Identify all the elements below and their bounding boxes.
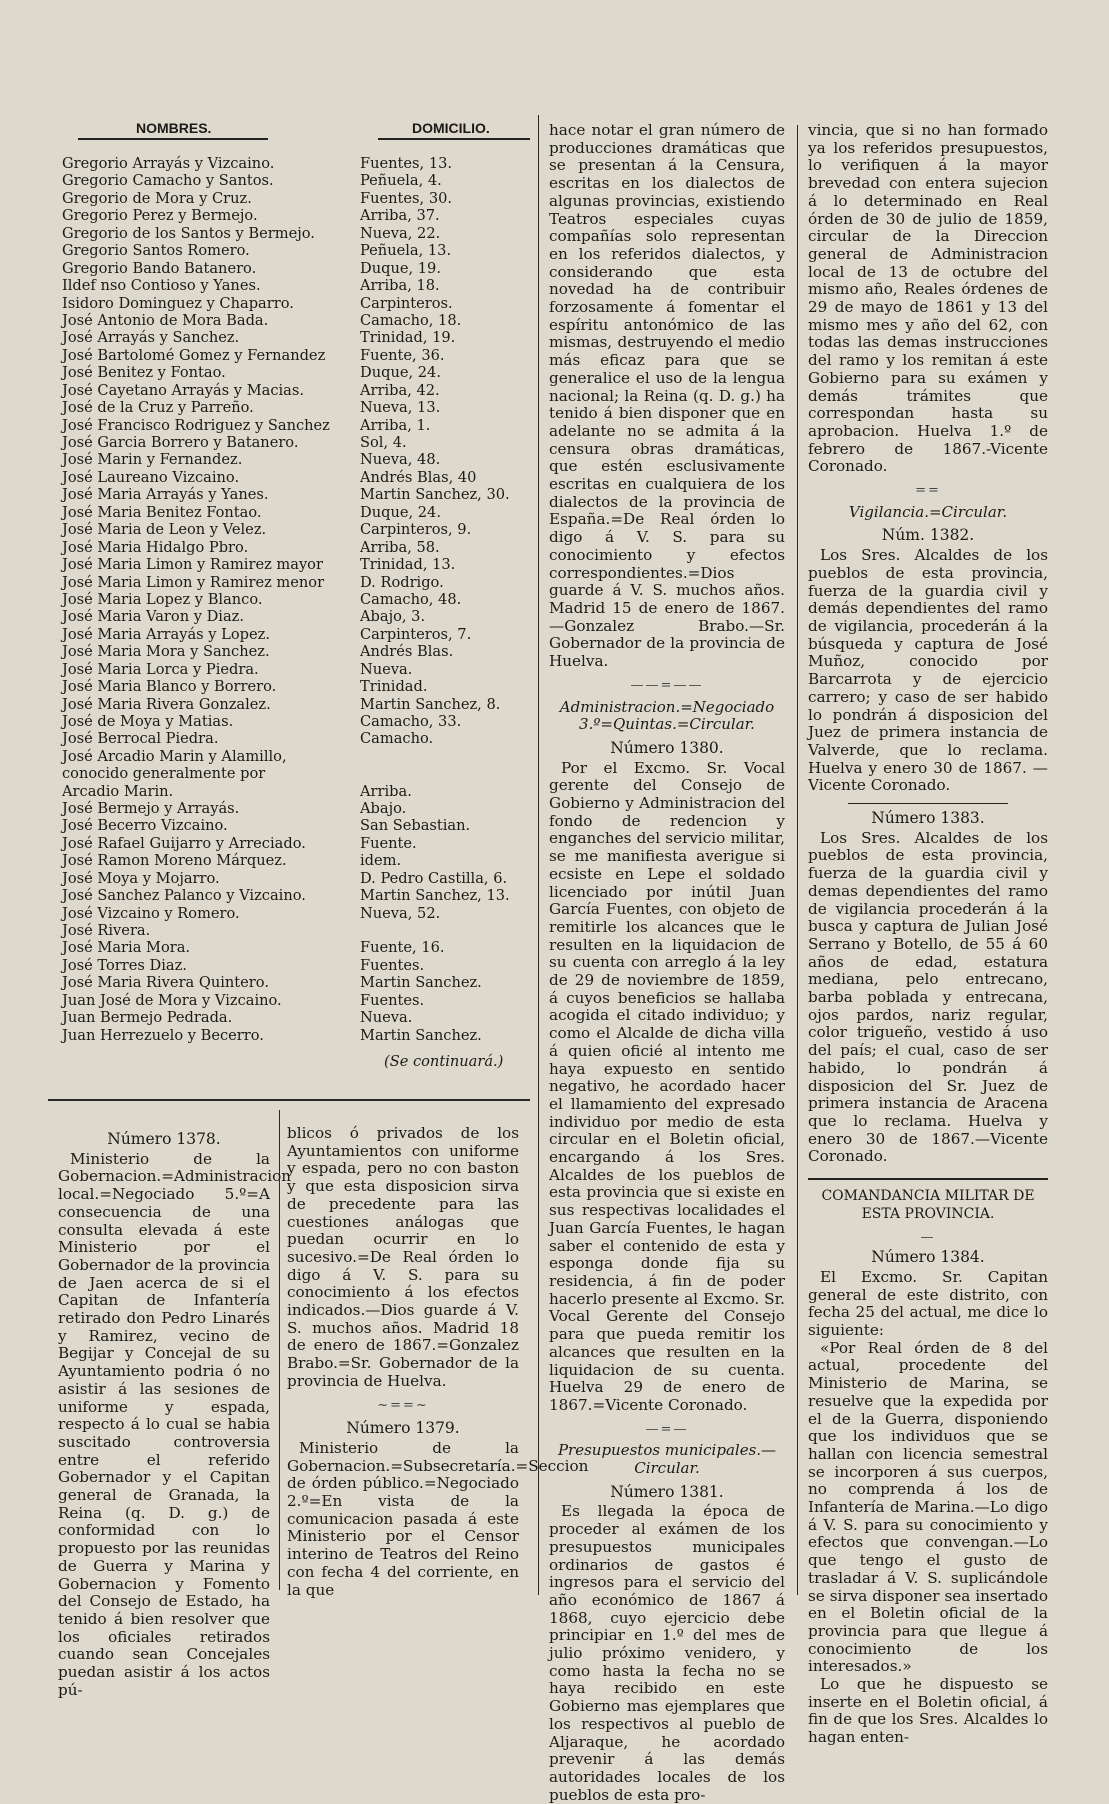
column-rule (538, 115, 539, 1595)
name-row (62, 748, 532, 800)
notice-divider (848, 803, 1008, 804)
name-row (62, 172, 532, 189)
name-row (62, 399, 532, 416)
person-name: José Ramon Moreno Márquez. (62, 852, 287, 870)
domicile: Camacho, 18. (360, 311, 462, 329)
domicile: Trinidad, 13. (360, 556, 456, 574)
domicile: Andrés Blas. (360, 643, 454, 661)
name-row (62, 469, 532, 486)
person-name: Gregorio de Mora y Cruz. (62, 189, 252, 207)
domicile: Martin Sanchez, 8. (360, 695, 501, 713)
name-row (62, 451, 532, 468)
name-row (62, 539, 532, 556)
notice-body: Lo que he dispuesto se inserte en el Boletin oficial, á fin de que los Sres. Alcaldes lo hagan enten- (808, 1675, 1048, 1747)
domicile: Arriba, 18. (360, 277, 440, 295)
person-name: José Cayetano Arrayás y Macias. (62, 381, 305, 399)
person-name: Gregorio Santos Romero. (62, 242, 250, 260)
person-name: Gregorio Bando Batanero. (62, 259, 257, 277)
column-4 (808, 122, 1048, 1747)
notice-body: Los Sres. Alcaldes de los pueblos de esta provincia, fuerza de la guardia civil y demás dependientes del ramo de vigilancia, procederán á la búsqueda y captura de José Muñoz, conocido por Barcarrota y de ejercicio carrero; y caso de ser habido lo pondrán á disposicion del Juez de primera instancia de Valverde, que lo reclama. Huelva y enero 30 de 1867. —Vicente Coronado. (808, 546, 1048, 795)
person-name: José Maria de Leon y Velez. (62, 521, 267, 539)
person-name: José Maria Limon y Ramirez mayor (62, 556, 323, 574)
name-row (62, 957, 532, 974)
notice-number: Número 1381. (610, 1482, 724, 1501)
column-rule (279, 1110, 280, 1590)
person-name: Gregorio Camacho y Santos. (62, 172, 274, 190)
person-name: Gregorio de los Santos y Bermejo. (62, 224, 315, 242)
person-name: José Maria Rivera Gonzalez. (62, 695, 271, 713)
section-divider (48, 1099, 530, 1101)
domicile: Martin Sanchez. (360, 1026, 482, 1044)
domicile: Carpinteros, 9. (360, 521, 472, 539)
name-row (62, 591, 532, 608)
domicile: Martin Sanchez, 13. (360, 887, 510, 905)
section-title: COMANDANCIA MILITAR DE ESTA PROVINCIA. (821, 1188, 1035, 1222)
name-row (62, 696, 532, 713)
name-row (62, 905, 532, 922)
person-name: José Rafael Guijarro y Arreciado. (62, 834, 306, 852)
name-row (62, 974, 532, 991)
domicile: Fuentes. (360, 956, 425, 974)
header-rule (78, 138, 268, 140)
person-name: José Arrayás y Sanchez. (62, 329, 240, 347)
person-name: José Rivera. (62, 921, 151, 939)
person-name: José Marin y Fernandez. (62, 451, 243, 469)
notice-body: vincia, que si no han formado ya los referidos presupuestos, lo verifiquen á la mayor brevedad con entera sujecion á lo determinado en Real órden de 30 de julio de 1859, circular de la Direccion general de Administracion local de 13 de octubre del mismo año, Reales órdenes de 29 de mayo de 1861 y 13 del mismo mes y año del 62, con todas las demas instrucciones del ramo y los remitan á este Gobierno para su exámen y demás trámites que correspondan hasta su aprobacion. Huelva 1.º de febrero de 1867.-Vicente Coronado. (808, 121, 1048, 476)
domicile: San Sebastian. (360, 817, 471, 835)
section-title: Presupuestos municipales.—Circular. (557, 1441, 777, 1478)
person-name: José Francisco Rodriguez y Sanchez (62, 416, 330, 434)
column-3 (549, 122, 785, 1804)
name-row (62, 277, 532, 294)
person-name: José Maria Mora. (62, 939, 191, 957)
person-name: José Maria Varon y Diaz. (62, 608, 245, 626)
name-row (62, 661, 532, 678)
person-name: José Maria Benitez Fontao. (62, 503, 262, 521)
names-list (62, 155, 532, 1044)
person-name: José Maria Lopez y Blanco. (62, 590, 263, 608)
notice-number: Número 1378. (107, 1130, 221, 1148)
name-row (62, 364, 532, 381)
section-title: Vigilancia.=Circular. (848, 502, 1008, 521)
domicile: Fuente, 16. (360, 939, 445, 957)
person-name: José Sanchez Palanco y Vizcaino. (62, 887, 306, 905)
domicile: Arriba, 42. (360, 381, 440, 399)
name-row (62, 608, 532, 625)
notice-body: Los Sres. Alcaldes de los pueblos de esta provincia, fuerza de la guardia civil y demas dependientes del ramo de vigilancia procederán á la busca y captura de Julian José Serrano y Botello, de 55 á 60 años de edad, estatura mediana, pelo entrecano, barba poblada y entrecana, ojos pardos, nariz regular, color trigueño, vestido á uso del país; el cual, caso de ser habido, lo pondrán á disposicion del Sr. Juez de primera instancia de Aracena que lo reclama. Huelva y enero 30 de 1867.—Vicente Coronado. (808, 828, 1048, 1166)
person-name: José Maria Blanco y Borrero. (62, 678, 277, 696)
name-row (62, 521, 532, 538)
name-row (62, 887, 532, 904)
ornament: —=— (645, 1421, 689, 1437)
name-row (62, 713, 532, 730)
domicile: Martin Sanchez, 30. (360, 486, 510, 504)
notice-body: El Excmo. Sr. Capitan general de este distrito, con fecha 25 del actual, me dice lo siguiente: (808, 1267, 1048, 1339)
notice-body: hace notar el gran número de producciones dramáticas que se presentan á la Censura, escritas en los dialectos de algunas provincias, existiendo Teatros especiales cuyas compañías solo representan en los referidos dialectos, y considerando que esta novedad ha de contribuir forzosamente á fomentar el espíritu antonómico de las mismas, destruyendo el medio más eficaz para que se generalice el uso de la lengua nacional; la Reina (q. D. g.) ha tenido á bien disponer que en adelante no se admita á la censura obras dramáticas, que estén esclusivamente escritas en cualquiera de los dialectos de la provincia de España.=De Real órden lo digo á V. S. para su conocimiento y efectos correspondientes.=Dios guarde á V. S. muchos años. Madrid 15 de enero de 1867.—Gonzalez Brabo.—Sr. Gobernador de la provincia de Huelva. (549, 121, 785, 671)
domicile: Arriba, 1. (360, 416, 431, 434)
notice-body: blicos ó privados de los Ayuntamientos con uniforme y espada, pero no con baston y que esta disposicion sirva de precedente para las cuestiones análogas que puedan ocurrir en lo sucesivo.=De Real órden lo digo á V. S. para su conocimiento á los efectos indicados.—Dios guarde á V. S. muchos años. Madrid 18 de enero de 1867.=Gonzalez Brabo.=Sr. Gobernador de la provincia de Huelva. (287, 1124, 519, 1390)
name-row (62, 556, 532, 573)
person-name: José de la Cruz y Parreño. (62, 399, 254, 417)
name-row (62, 312, 532, 329)
notice-number: Número 1384. (871, 1248, 985, 1267)
person-name: José Berrocal Piedra. (62, 730, 219, 748)
person-name: José Maria Limon y Ramirez menor (62, 573, 325, 591)
name-row (62, 678, 532, 695)
name-row (62, 643, 532, 660)
person-name: Juan Bermejo Pedrada. (62, 1009, 233, 1027)
name-row (62, 870, 532, 887)
person-name: José Garcia Borrero y Batanero. (62, 434, 299, 451)
person-name: Gregorio Perez y Bermejo. (62, 207, 258, 225)
domicile: Duque, 24. (360, 503, 441, 521)
name-row (62, 1027, 532, 1044)
person-name: Ildef nso Contioso y Yanes. (62, 277, 261, 295)
person-name: José Laureano Vizcaino. (62, 468, 240, 486)
notice-body: Ministerio de la Gobernacion.=Administracion local.=Negociado 5.º=A consecuencia de una consulta elevada á este Ministerio por el Gobernador de la provincia de Jaen acerca de si el Capitan de Infantería retirado don Pedro Linarés y Ramirez, vecino de Begijar y Concejal de su Ayuntamiento podria ó no asistir á las sesiones de uniforme y espada, respecto á lo cual se habia suscitado controversia entre el referido Gobernador y el Capitan general de Granada, la Reina (q. D. g.) de conformidad con lo propuesto por las reunidas de Guerra y Marina y Gobernacion y Fomento del Consejo de Estado, ha tenido á bien resolver que los oficiales retirados cuando sean Concejales puedan asistir á los actos pú- (58, 1149, 292, 1699)
person-name: Juan José de Mora y Vizcaino. (62, 991, 282, 1009)
person-name: José de Moya y Matias. (62, 713, 234, 730)
person-name: José Torres Diaz. (62, 956, 187, 974)
domicile: Abajo, 3. (360, 608, 426, 626)
domicile: Camacho, 48. (360, 590, 462, 608)
name-row (62, 730, 532, 747)
domicile: Nueva, 48. (360, 451, 441, 469)
person-name: José Maria Rivera Quintero. (62, 974, 269, 992)
person-name: José Maria Lorca y Piedra. (62, 660, 259, 678)
notice-number: Número 1380. (610, 738, 724, 757)
domicile: Peñuela, 4. (360, 172, 442, 190)
name-row (62, 939, 532, 956)
name-row (62, 992, 532, 1009)
name-row (62, 155, 532, 172)
continue-note: (Se continuará.) (384, 1053, 504, 1070)
name-row (62, 225, 532, 242)
person-name: José Antonio de Mora Bada. (62, 311, 269, 329)
name-row (62, 417, 532, 434)
name-row (62, 347, 532, 364)
domicile: Sol, 4. (360, 434, 407, 451)
person-name: José Maria Arrayás y Yanes. (62, 486, 269, 504)
name-row (62, 817, 532, 834)
notice-number: Núm. 1382. (881, 526, 975, 545)
domicile: D. Rodrigo. (360, 573, 444, 591)
person-name: José Maria Mora y Sanchez. (62, 643, 270, 661)
ornament: == (915, 483, 941, 499)
domicile-column-header: DOMICILIO. (412, 120, 490, 136)
notice-divider (808, 1178, 1048, 1180)
name-row (62, 800, 532, 817)
name-row (62, 242, 532, 259)
name-row (62, 852, 532, 869)
domicile: Carpinteros. (360, 294, 453, 312)
person-name: José Benitez y Fontao. (62, 364, 226, 382)
person-name: Isidoro Dominguez y Chaparro. (62, 294, 294, 312)
domicile: Fuentes, 30. (360, 189, 453, 207)
domicile: Arriba, 37. (360, 207, 440, 225)
notice-number: Número 1383. (871, 809, 985, 828)
names-column-header: NOMBRES. (136, 120, 212, 136)
section-title: Administracion.=Negociado 3.º=Quintas.=Circular. (559, 697, 775, 734)
domicile: D. Pedro Castilla, 6. (360, 869, 508, 887)
domicile: Peñuela, 13. (360, 242, 452, 260)
domicile: Nueva. (360, 1009, 413, 1027)
person-name: José Arcadio Marin y Alamillo, conocido generalmente por Arcadio Marin. (62, 747, 287, 800)
domicile: Fuente, 36. (360, 346, 445, 364)
name-row (62, 260, 532, 277)
name-row (62, 504, 532, 521)
notice-body: «Por Real órden de 8 del actual, procedente del Ministerio de Marina, se resuelve que la expedida por el de la Guerra, disponiendo que los individuos que se hallan con licencia semestral se incorporen á sus cuerpos, no comprenda á los de Infantería de Marina.—Lo digo á V. S. para su conocimiento y efectos que convengan.—Lo que tengo el gusto de trasladar á V. S. suplicándole se sirva disponer sea insertado en el Boletin oficial de la provincia para que llegue á conocimiento de los interesados.» (808, 1338, 1048, 1676)
name-row (62, 295, 532, 312)
notice-1378-left (58, 1125, 292, 1700)
name-row (62, 190, 532, 207)
name-row (62, 434, 532, 451)
name-row (62, 207, 532, 224)
column-rule (797, 125, 798, 1595)
domicile: Trinidad, 19. (360, 329, 456, 347)
domicile: Duque, 19. (360, 259, 441, 277)
ornament: ——=—— (630, 677, 704, 693)
person-name: José Becerro Vizcaino. (62, 817, 228, 835)
domicile: Fuentes, 13. (360, 155, 453, 172)
domicile: Martin Sanchez. (360, 974, 482, 992)
notice-1378-right (287, 1124, 589, 1599)
person-name: José Bermejo y Arrayás. (62, 799, 240, 817)
domicile: Abajo. (360, 799, 407, 817)
domicile: idem. (360, 852, 402, 870)
person-name: José Moya y Mojarro. (62, 869, 220, 887)
ornament: — (920, 1230, 936, 1246)
name-row (62, 574, 532, 591)
domicile: Arriba, 58. (360, 538, 440, 556)
person-name: Juan Herrezuelo y Becerro. (62, 1026, 264, 1044)
name-row (62, 922, 532, 939)
person-name: José Maria Hidalgo Pbro. (62, 538, 249, 556)
domicile: Arriba. (360, 782, 412, 800)
name-row (62, 835, 532, 852)
person-name: José Bartolomé Gomez y Fernandez (62, 346, 326, 364)
person-name: José Vizcaino y Romero. (62, 904, 240, 922)
domicile: Andrés Blas, 40 (360, 468, 477, 486)
notice-body: Por el Excmo. Sr. Vocal gerente del Consejo de Gobierno y Administracion del fondo de redencion y enganches del servicio militar, se me manifiesta averigue si ecsiste en Lepe el soldado licenciado por inútil Juan García Fuentes, con objeto de remitirle los alcances que le resulten en la liquidacion de su cuenta con arreglo á la ley de 29 de noviembre de 1859, á cuyos beneficios se hallaba acogida el citado individuo; y como el Alcalde de dicha villa á quien oficié al intento me haya expuesto en sentido negativo, he acordado hacer el llamamiento del expresado individuo por medio de esta circular en el Boletin oficial, encargando á los Sres. Alcaldes de los pueblos de esta provincia que si existe en sus respectivas localidades el Juan García Fuentes, le hagan saber el contenido de esta y esponga donde fija su residencia, á fin de poder hacerlo presente al Excmo. Sr. Vocal Gerente del Consejo para que pueda remitir los alcances que resulten en la liquidacion de su cuenta. Huelva 29 de enero de 1867.=Vicente Coronado. (549, 758, 785, 1414)
header-rule (378, 138, 530, 140)
domicile: Nueva. (360, 660, 413, 678)
person-name: José Maria Arrayás y Lopez. (62, 625, 270, 643)
domicile: Camacho. (360, 730, 434, 748)
domicile: Fuente. (360, 834, 417, 852)
domicile: Carpinteros, 7. (360, 625, 472, 643)
name-row (62, 382, 532, 399)
notice-number: Número 1379. (346, 1419, 460, 1438)
name-row (62, 486, 532, 503)
person-name: Gregorio Arrayás y Vizcaino. (62, 155, 275, 172)
names-table-header (60, 118, 530, 142)
name-row (62, 626, 532, 643)
domicile: Nueva, 13. (360, 399, 441, 417)
domicile: Camacho, 33. (360, 713, 462, 730)
domicile: Fuentes. (360, 991, 425, 1009)
notice-body: Es llegada la época de proceder al exámen de los presupuestos municipales ordinarios de gastos é ingresos para el servicio del año económico de 1867 á 1868, cuyo ejercicio debe principiar en 1.º del mes de julio próximo venidero, y como hasta la fecha no se haya recibido en este Gobierno mas ejemplares que los respectivos al pueblo de Aljaraque, he acordado prevenir á las demás autoridades locales de los pueblos de esta pro- (549, 1502, 785, 1804)
domicile: Trinidad. (360, 678, 428, 696)
name-row (62, 329, 532, 346)
domicile: Nueva, 52. (360, 904, 441, 922)
ornament: ~==~ (377, 1397, 429, 1413)
name-row (62, 1009, 532, 1026)
notice-body: Ministerio de la Gobernacion.=Subsecretaría.=Seccion de órden público.=Negociado 2.º=En vista de la comunicacion pasada á este Ministerio por el Censor interino de Teatros del Reino con fecha 4 del corriente, en la que (287, 1438, 589, 1599)
domicile: Nueva, 22. (360, 224, 441, 242)
domicile: Duque, 24. (360, 364, 441, 382)
